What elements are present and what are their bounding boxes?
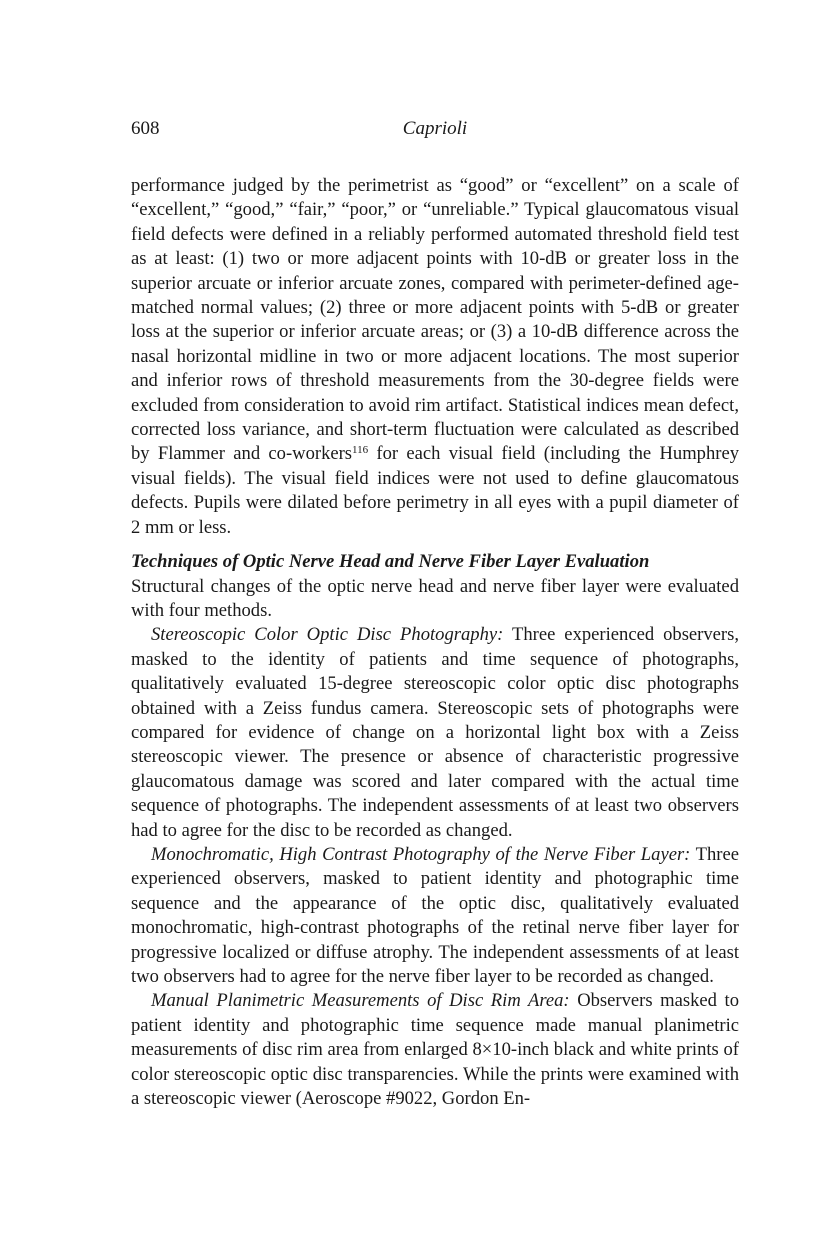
paragraph-text: Structural changes of the optic nerve head and nerve fiber layer were evaluated with four methods. bbox=[131, 575, 739, 621]
run-in-heading: Monochromatic, High Contrast Photography of the Nerve Fiber Layer: bbox=[151, 843, 691, 865]
paragraph bbox=[131, 623, 739, 843]
reference-superscript: 116 bbox=[352, 444, 369, 457]
paragraph-text: Observers masked to patient identity and photographic time sequence made manual planimetric measurements of disc rim area from enlarged 8×10-inch black and white prints of color stereoscopic optic disc transparencies. While the prints were examined with a stereoscopic viewer (Aeroscope #9022, Gordon En- bbox=[131, 990, 739, 1110]
run-in-heading: Manual Planimetric Measurements of Disc Rim Area: bbox=[151, 990, 570, 1012]
running-title: Caprioli bbox=[402, 118, 468, 139]
paragraph bbox=[131, 575, 739, 624]
paragraph bbox=[131, 843, 739, 989]
paragraph-text: for each visual field (including the Humphrey visual fields). The visual field indices were not used to define glaucomatous defects. Pupils were dilated before perimetry in all eyes with a pupil diameter of 2 mm or less. bbox=[131, 443, 739, 538]
page-number: 608 bbox=[131, 118, 160, 139]
book-page bbox=[131, 118, 739, 1111]
paragraph bbox=[131, 989, 739, 1111]
paragraph-text: Three experienced observers, masked to patient identity and photographic time sequence and the appearance of the optic disc, qualitatively evaluated monochromatic, high-contrast photographs of the retinal nerve fiber layer for progressive localized or diffuse atrophy. The independent assessments of at least two observers had to agree for the nerve fiber layer to be recorded as changed. bbox=[131, 843, 739, 987]
paragraph-text: Three experienced observers, masked to the identity of patients and time sequence of photographs, qualitatively evaluated 15-degree stereoscopic color optic disc photographs obtained with a Zeiss fundus camera. Stereoscopic sets of photographs were compared for evidence of change on a horizontal light box with a Zeiss stereoscopic viewer. The presence or absence of characteristic progressive glaucomatous damage was scored and later compared with the actual time sequence of photographs. The independent assessments of at least two observers had to agree for the disc to be recorded as changed. bbox=[131, 624, 740, 841]
running-head bbox=[131, 118, 739, 152]
paragraph-continued bbox=[131, 174, 739, 540]
run-in-heading: Stereoscopic Color Optic Disc Photography: bbox=[151, 624, 504, 646]
body-text bbox=[131, 174, 739, 1111]
paragraph-text: performance judged by the perimetrist as “good” or “excellent” on a scale of “excellent,” “good,” “fair,” “poor,” or “unreliable.” Typical glaucomatous visual field defects were defined in a reliably performed automated threshold field test as at least: (1) two or more adjacent points with 10-dB or greater loss in the superior arcuate or inferior arcuate zones, compared with perimeter-defined age-matched normal values; (2) three or more adjacent points with 5-dB or greater loss at the superior or inferior arcuate areas; or (3) a 10-dB difference across the nasal horizontal midline in two or more adjacent locations. The most superior and inferior rows of threshold measurements from the 30-degree fields were excluded from consideration to avoid rim artifact. Statistical indices mean defect, corrected loss variance, and short-term fluctuation were calculated as described by Flammer and co-workers bbox=[131, 175, 739, 465]
section-heading: Techniques of Optic Nerve Head and Nerve Fiber Layer Evaluation bbox=[131, 551, 650, 573]
